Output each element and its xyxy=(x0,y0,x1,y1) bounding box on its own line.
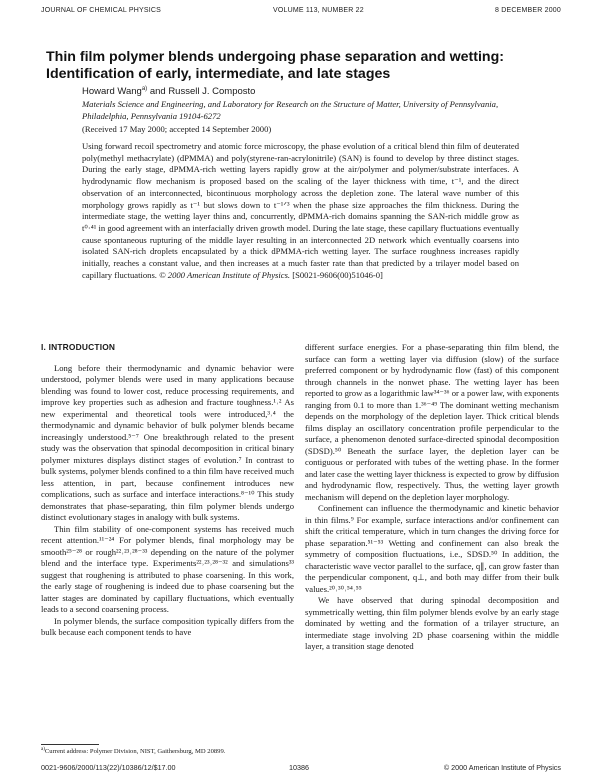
footnote xyxy=(41,747,225,755)
body-paragraph: Confinement can influence the thermodynamic and kinetic behavior in thin films.⁹ For example, surface interactions and/or confinement can shift the critical temperature, which in turn changes the driving force for phase separation.⁵¹⁻⁵³ Wetting and confinement can also break the symmetry of composition fluctuations, i.e., SDSD.⁵⁰ In addition, the characteristic wave vector parallel to the surface, q∥, can grow faster than the perpendicular component, q⊥, and both may differ from their bulk values.²⁰˒³⁰˒⁵⁴˒⁵⁵ xyxy=(305,503,559,594)
received-dates: (Received 17 May 2000; accepted 14 September 2000) xyxy=(82,124,272,134)
author-footnote-mark: a) xyxy=(141,86,148,92)
volume-number: VOLUME 113, NUMBER 22 xyxy=(273,7,364,14)
body-paragraph: Long before their thermodynamic and dynamic behavior were understood, polymer blends were used in many applications because blending was found to lower cost, reduce processing requirements, and improve key properties such as adhesion and fracture toughness.¹˒² As new experimental and theoretical tools were introduced,³˒⁴ the thermodynamic and dynamic behavior of bulk polymer blends became increasingly understood.⁵⁻⁷ One breakthrough related to the present study was the observation that spinodal decomposition in critical binary polymer mixtures displays distinct stages of evolution.⁷ In contrast to bulk systems, polymer blends confined to a thin film have received much less attention, in part, because confinement introduces new complications, such as surface and interface interactions.⁸⁻¹⁰ This study demonstrates that phase-separating, thin film polymer blends undergo distinct evolutionary stages in analogy with bulk systems. xyxy=(41,362,294,522)
page-number: 10386 xyxy=(289,763,309,772)
running-footer xyxy=(41,763,561,774)
author-line xyxy=(82,86,255,97)
footnote-text: Current address: Polymer Division, NIST, Gaithersburg, MD 20899. xyxy=(44,748,226,756)
body-paragraph: different surface energies. For a phase-separating thin film blend, the surface can form a wetting layer via diffusion (slow) of the surface preferred component or by hydrodynamic flow (fast) of this component through channels in the nonwet phase. The wetting layer has been reported to grow as a logarithmic law³⁴⁻³⁶ or a power law, with exponents ranging from 0.1 to more than 1.³⁶⁻⁴⁹ The dominant wetting mechanism depends on the morphology of the depletion layer. Thick critical blends films display an oscillatory concentration profile perpendicular to the surface, a phenomenon denoted surface-directed spinodal decomposition (SDSD).⁵⁰ Beneath the surface layer, the depletion layer can be contiguous or perforated with tubes of the wetting phase. In the former and later case the wetting layer thickness is expected to grow by diffusion and hydrodynamic flow, respectively. Thus, the wetting layer growth mechanism will depend on the depletion layer morphology. xyxy=(305,342,560,502)
footnote-mark: a) xyxy=(41,747,45,752)
paper-title: Thin film polymer blends undergoing phase separation and wetting: Identification of early, intermediate, and late stages xyxy=(46,49,504,82)
running-header xyxy=(41,7,561,19)
footnote-divider xyxy=(41,744,99,745)
issue-date: 8 DECEMBER 2000 xyxy=(494,7,561,14)
right-column xyxy=(305,342,559,653)
journal-name: JOURNAL OF CHEMICAL PHYSICS xyxy=(41,7,162,14)
section-heading: I. INTRODUCTION xyxy=(41,342,116,352)
body-paragraph: We have observed that during spinodal decomposition and symmetrically wetting, thin film polymer blends evolve by an early stage dominated by wetting and the formation of a trilayer structure, an intermediate stage involving 2D phase coarsening within the middle layer, a transition stage denoted xyxy=(305,595,559,651)
author-rest: and Russell J. Composto xyxy=(147,86,256,98)
author-first: Howard Wang xyxy=(82,86,142,98)
left-column xyxy=(41,342,294,639)
body-paragraph: Thin film stability of one-component systems has received much recent attention.¹¹⁻²⁴ For polymer blends, final morphology may be smooth²⁵⁻²⁸ or rough²²˒²³˒²⁸⁻³³ depending on the nature of the polymer blend and the interface type. Experiments²²˒²³˒²⁸⁻³² and simulations³³ suggest that roughening is attributed to phase coarsening. In this work, the early stage of roughening is indeed due to phase coarsening but the latter stages are dominated by capillary fluctuations, which eventually leads to a second coarsening process. xyxy=(41,523,294,614)
abstract-copyright: © 2000 American Institute of Physics. xyxy=(159,269,291,280)
abstract-text: Using forward recoil spectrometry and atomic force microscopy, the phase evolution of a critical blend thin film of deuterated poly(methyl methacrylate) (dPMMA) and poly(styrene-ran-acrylonitrile) (SAN) is found to develop by three distinct stages. During the early stage, dPMMA-rich wetting layers rapidly grow at the air/polymer and polymer/substrate interfaces. A hydrodynamic flow mechanism is proposed based on the scaling of the layer thickness with time, t⁻¹, and the direct observation of an interconnected, bicontinuous morphology across the depletion zone. The lateral wave number of this morphology grows rapidly as t⁻¹ but slows down to t⁻¹ᐟ³ when the phase size approaches the film thickness. During the intermediate stage, the wetting layer thins and, concurrently, dPMMA-rich domains spanning the SAN-rich middle grow as t⁰·⁴¹ in good agreement with an interfacially driven growth model. During the late stage, these capillary fluctuations eventually cause spontaneous rupturing of the middle layer resulting in an interconnected 2D network which eventually coarsens into isolated SAN-rich droplets encapsulated by a thick dPMMA-rich wetting layer. The surface roughness increases rapidly initially, reaches a constant value, and then increases at a much faster rate than that predicted by a trilayer model based on capillary fluctuations. xyxy=(82,141,519,280)
affiliation: Materials Science and Engineering, and Laboratory for Research on the Structure of Matter, University of Pennsylvania, Philadelphia, Pennsylvania 19104-6272 xyxy=(82,99,499,121)
article-code: 0021-9606/2000/113(22)/10386/12/$17.00 xyxy=(41,763,176,772)
abstract xyxy=(82,141,519,281)
body-paragraph: In polymer blends, the surface composition typically differs from the bulk because each component tends to have xyxy=(41,615,294,637)
footer-copyright: © 2000 American Institute of Physics xyxy=(443,763,561,772)
abstract-code: [S0021-9606(00)51046-0] xyxy=(292,269,383,280)
